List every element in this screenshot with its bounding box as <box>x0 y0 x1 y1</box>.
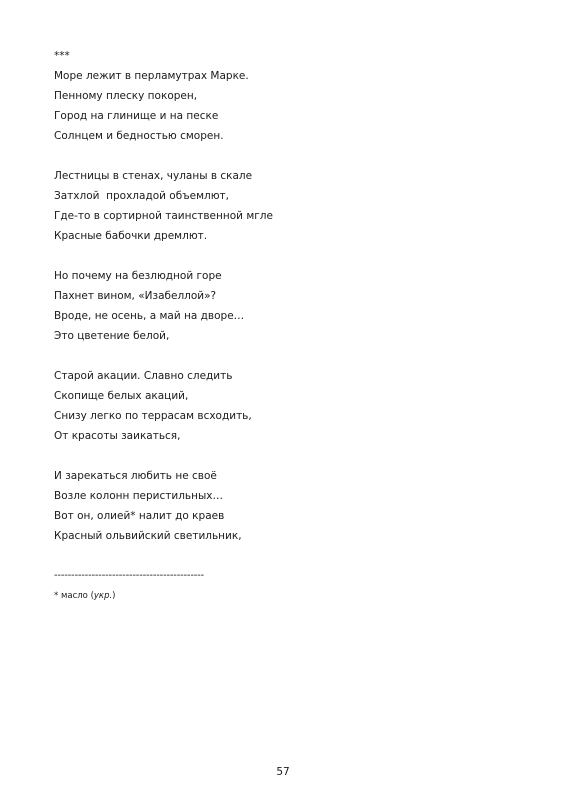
stanza-5 <box>54 466 514 546</box>
poem-line: Пахнет вином, «Изабеллой»? <box>54 290 217 302</box>
stanza-1 <box>54 66 514 146</box>
stanza-4 <box>54 366 514 446</box>
poem-line: Затхлой прохладой объемлют, <box>54 190 229 202</box>
poem-line: Это цветение белой, <box>54 330 170 342</box>
stanza-2 <box>54 166 514 246</box>
footnote <box>54 588 514 604</box>
poem-line: И зарекаться любить не своё <box>54 470 217 482</box>
page-number: 57 <box>276 766 290 778</box>
poem-line: Красный ольвийский светильник, <box>54 530 242 542</box>
footnote-area <box>54 568 514 604</box>
poem-line: Снизу легко по террасам всходить, <box>54 410 252 422</box>
poem <box>54 46 514 566</box>
poem-line: Пенному плеску покорен, <box>54 90 198 102</box>
poem-line: От красоты заикаться, <box>54 430 181 442</box>
poem-line: Солнцем и бедностью сморен. <box>54 130 224 142</box>
poem-line: Море лежит в перламутрах Марке. <box>54 70 249 82</box>
stanza-3 <box>54 266 514 346</box>
footnote-italic-word: укр. <box>93 591 113 601</box>
poem-line: Старой акации. Славно следить <box>54 370 233 382</box>
footnote-rule: -------------------------------------------- <box>54 570 204 581</box>
section-separator-stars: *** <box>54 50 70 62</box>
poem-line: Вот он, олией* налит до краев <box>54 510 225 522</box>
poem-line: Красные бабочки дремлют. <box>54 230 208 242</box>
poem-line: Город на глинище и на песке <box>54 110 219 122</box>
footnote-suffix: ) <box>112 591 116 601</box>
poem-line: Возле колонн перистильных… <box>54 490 223 502</box>
poem-line: Скопище белых акаций, <box>54 390 189 402</box>
poem-line: Где-то в сортирной таинственной мгле <box>54 210 273 222</box>
poem-line: Лестницы в стенах, чуланы в скале <box>54 170 253 182</box>
footnote-prefix: * масло ( <box>54 591 94 601</box>
poem-line: Вроде, не осень, а май на дворе… <box>54 310 245 322</box>
poem-line: Но почему на безлюдной горе <box>54 270 222 282</box>
